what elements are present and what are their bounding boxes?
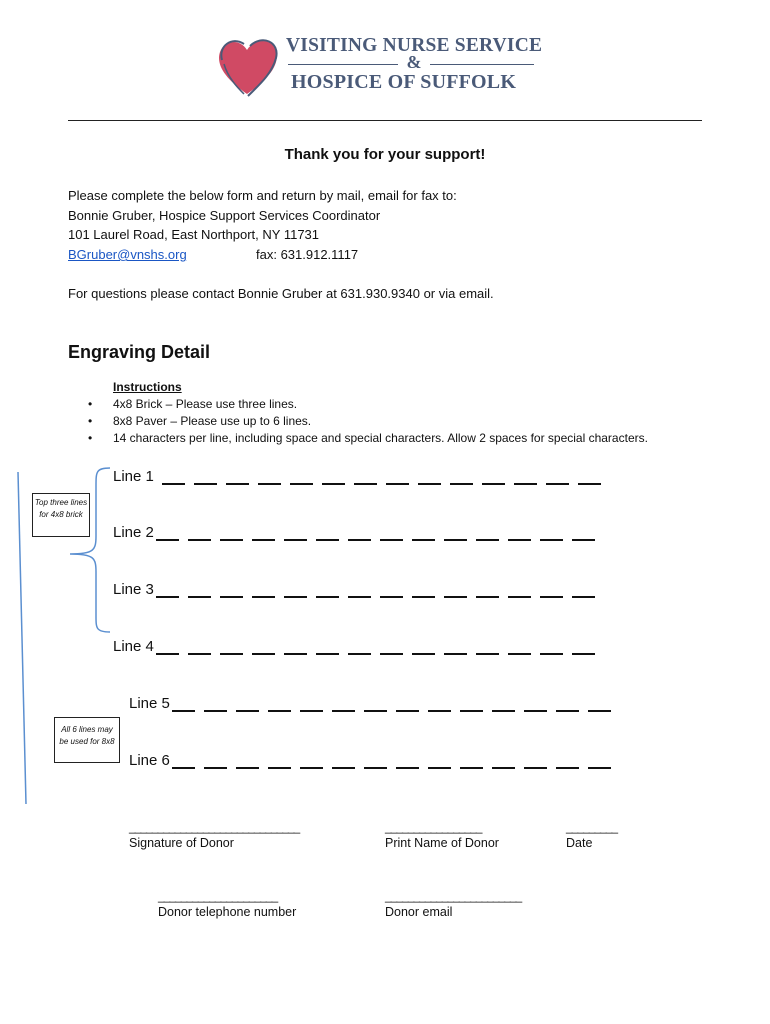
engraving-line-4[interactable]: [113, 638, 595, 655]
phone-field[interactable]: _____________________: [158, 889, 278, 903]
character-slot[interactable]: [332, 710, 355, 712]
engraving-line-2[interactable]: [113, 524, 595, 541]
character-slot[interactable]: [514, 483, 537, 485]
date-label: Date: [566, 836, 593, 850]
character-slot[interactable]: [236, 710, 259, 712]
character-slot[interactable]: [188, 596, 211, 598]
character-slot[interactable]: [172, 767, 195, 769]
email-label: Donor email: [385, 905, 453, 919]
character-slot[interactable]: [508, 596, 531, 598]
character-slots[interactable]: [162, 483, 601, 485]
character-slot[interactable]: [194, 483, 217, 485]
all-lines-bracket-icon: [14, 470, 34, 810]
character-slot[interactable]: [412, 653, 435, 655]
org-name-line3: HOSPICE OF SUFFOLK: [291, 71, 517, 93]
coordinator-name: Bonnie Gruber, Hospice Support Services Coordinator: [68, 208, 381, 223]
bullet-icon: •: [88, 431, 93, 445]
header-divider: [68, 120, 702, 121]
character-slot[interactable]: [316, 596, 339, 598]
character-slot[interactable]: [284, 596, 307, 598]
org-name-line1: VISITING NURSE SERVICE: [286, 35, 543, 56]
signature-label: Signature of Donor: [129, 836, 234, 850]
list-item: [88, 430, 648, 447]
character-slot[interactable]: [428, 767, 451, 769]
line-label: Line 6: [129, 752, 170, 769]
character-slot[interactable]: [364, 710, 387, 712]
character-slot[interactable]: [412, 596, 435, 598]
list-item: [88, 396, 648, 413]
character-slot[interactable]: [156, 539, 179, 541]
character-slot[interactable]: [412, 539, 435, 541]
character-slot[interactable]: [482, 483, 505, 485]
character-slot[interactable]: [396, 767, 419, 769]
character-slot[interactable]: [156, 653, 179, 655]
line-label: Line 4: [113, 638, 154, 655]
character-slots[interactable]: [156, 596, 595, 598]
character-slot[interactable]: [220, 653, 243, 655]
line-label: Line 3: [113, 581, 154, 598]
bullet-text: 14 characters per line, including space and special characters. Allow 2 spaces for special characters.: [113, 431, 648, 445]
character-slots[interactable]: [172, 710, 611, 712]
character-slot[interactable]: [524, 710, 547, 712]
engraving-line-5[interactable]: [129, 695, 611, 712]
character-slot[interactable]: [444, 653, 467, 655]
character-slot[interactable]: [476, 653, 499, 655]
fax-number: fax: 631.912.1117: [256, 247, 359, 262]
character-slot[interactable]: [354, 483, 377, 485]
character-slot[interactable]: [578, 483, 601, 485]
character-slot[interactable]: [524, 767, 547, 769]
character-slot[interactable]: [572, 653, 595, 655]
character-slot[interactable]: [268, 767, 291, 769]
logo-rule-left: [288, 64, 398, 65]
instructions-list: [88, 396, 648, 447]
questions-contact: For questions please contact Bonnie Gruber at 631.930.9340 or via email.: [68, 286, 494, 301]
engraving-detail-heading: Engraving Detail: [68, 342, 211, 362]
instructions-line: Please complete the below form and return by mail, email for fax to:: [68, 188, 457, 203]
character-slot[interactable]: [588, 767, 611, 769]
character-slot[interactable]: [162, 483, 185, 485]
character-slot[interactable]: [540, 596, 563, 598]
character-slot[interactable]: [204, 710, 227, 712]
character-slots[interactable]: [172, 767, 611, 769]
character-slot[interactable]: [380, 596, 403, 598]
character-slot[interactable]: [188, 653, 211, 655]
character-slot[interactable]: [508, 539, 531, 541]
character-slot[interactable]: [226, 483, 249, 485]
engraving-line-1[interactable]: [113, 468, 601, 485]
line-label: Line 1: [113, 468, 154, 485]
signature-field[interactable]: ______________________________: [129, 820, 300, 834]
character-slot[interactable]: [300, 767, 323, 769]
character-slot[interactable]: [172, 710, 195, 712]
character-slot[interactable]: [348, 539, 371, 541]
character-slot[interactable]: [476, 539, 499, 541]
bullet-text: 4x8 Brick – Please use three lines.: [113, 397, 298, 411]
character-slot[interactable]: [252, 539, 275, 541]
character-slot[interactable]: [572, 596, 595, 598]
character-slot[interactable]: [380, 653, 403, 655]
character-slot[interactable]: [492, 767, 515, 769]
mailing-address: 101 Laurel Road, East Northport, NY 11731: [68, 227, 320, 242]
character-slot[interactable]: [316, 539, 339, 541]
character-slot[interactable]: [220, 539, 243, 541]
print-name-field[interactable]: _________________: [385, 820, 482, 834]
character-slot[interactable]: [188, 539, 211, 541]
character-slot[interactable]: [396, 710, 419, 712]
character-slot[interactable]: [332, 767, 355, 769]
bullet-text: 8x8 Paver – Please use up to 6 lines.: [113, 414, 312, 428]
date-field[interactable]: _________: [566, 820, 618, 834]
character-slot[interactable]: [316, 653, 339, 655]
logo-rule-right: [430, 64, 534, 65]
character-slot[interactable]: [252, 596, 275, 598]
line-label: Line 5: [129, 695, 170, 712]
line-label: Line 2: [113, 524, 154, 541]
engraving-line-6[interactable]: [129, 752, 611, 769]
character-slot[interactable]: [156, 596, 179, 598]
paver-note-box: All 6 lines may be used for 8x8: [54, 717, 120, 763]
character-slot[interactable]: [460, 710, 483, 712]
print-name-label: Print Name of Donor: [385, 836, 499, 850]
character-slot[interactable]: [322, 483, 345, 485]
character-slot[interactable]: [348, 653, 371, 655]
character-slot[interactable]: [460, 767, 483, 769]
bullet-icon: •: [88, 397, 93, 411]
character-slot[interactable]: [252, 653, 275, 655]
character-slot[interactable]: [540, 653, 563, 655]
character-slot[interactable]: [284, 539, 307, 541]
thank-you-heading: Thank you for your support!: [284, 146, 486, 163]
character-slot[interactable]: [380, 539, 403, 541]
character-slot[interactable]: [258, 483, 281, 485]
character-slot[interactable]: [364, 767, 387, 769]
list-item: [88, 413, 648, 430]
character-slot[interactable]: [450, 483, 473, 485]
brick-note-box: Top three lines for 4x8 brick: [32, 493, 90, 537]
character-slot[interactable]: [300, 710, 323, 712]
character-slot[interactable]: [236, 767, 259, 769]
top-three-lines-brace-icon: [66, 466, 110, 634]
character-slot[interactable]: [418, 483, 441, 485]
character-slot[interactable]: [476, 596, 499, 598]
character-slot[interactable]: [572, 539, 595, 541]
email-link[interactable]: BGruber@vnshs.org: [68, 247, 187, 262]
character-slots[interactable]: [156, 539, 595, 541]
character-slot[interactable]: [540, 539, 563, 541]
character-slot[interactable]: [204, 767, 227, 769]
engraving-line-3[interactable]: [113, 581, 595, 598]
character-slot[interactable]: [556, 767, 579, 769]
character-slot[interactable]: [268, 710, 291, 712]
character-slot[interactable]: [348, 596, 371, 598]
character-slot[interactable]: [508, 653, 531, 655]
character-slot[interactable]: [428, 710, 451, 712]
org-name-ampersand: &: [406, 52, 422, 72]
instructions-heading: Instructions: [113, 380, 182, 394]
character-slot[interactable]: [492, 710, 515, 712]
character-slots[interactable]: [156, 653, 595, 655]
heart-logo-icon: [214, 34, 280, 98]
character-slot[interactable]: [386, 483, 409, 485]
character-slot[interactable]: [546, 483, 569, 485]
character-slot[interactable]: [556, 710, 579, 712]
character-slot[interactable]: [220, 596, 243, 598]
character-slot[interactable]: [444, 539, 467, 541]
character-slot[interactable]: [444, 596, 467, 598]
character-slot[interactable]: [588, 710, 611, 712]
character-slot[interactable]: [290, 483, 313, 485]
character-slot[interactable]: [284, 653, 307, 655]
email-field[interactable]: ________________________: [385, 889, 522, 903]
bullet-icon: •: [88, 414, 93, 428]
phone-label: Donor telephone number: [158, 905, 297, 919]
